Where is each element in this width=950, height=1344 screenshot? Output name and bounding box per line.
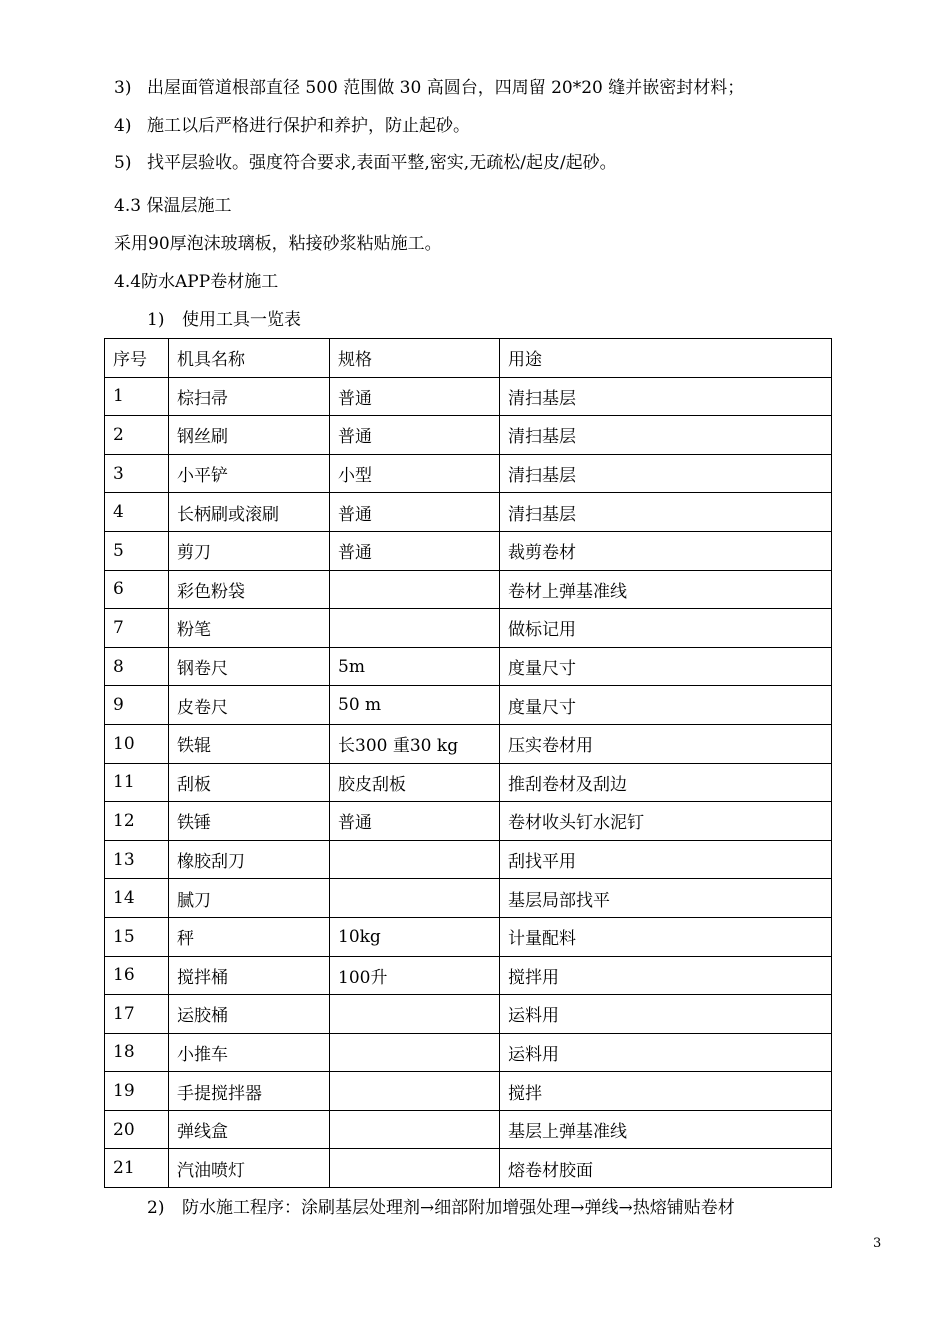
list-item-text: 防水施工程序：涂刷基层处理剂→细部附加增强处理→弹线→热熔铺贴卷材 [182, 1198, 735, 1218]
table-row [105, 879, 832, 918]
cell-tool-name: 腻刀 [169, 879, 330, 918]
table-row [105, 1033, 832, 1072]
cell-tool-name: 粉笔 [169, 609, 330, 648]
cell-spec [330, 1072, 500, 1111]
cell-tool-name: 铁锤 [169, 802, 330, 841]
cell-spec: 普通 [330, 493, 500, 532]
cell-index: 10 [105, 724, 169, 763]
cell-spec: 胶皮刮板 [330, 763, 500, 802]
cell-usage: 做标记用 [500, 609, 832, 648]
cell-index: 14 [105, 879, 169, 918]
cell-spec [330, 879, 500, 918]
list-item-number: 1) [147, 310, 165, 330]
cell-spec: 50 m [330, 686, 500, 725]
table-row [105, 724, 832, 763]
table-row [105, 609, 832, 648]
table-row [105, 531, 832, 570]
cell-tool-name: 搅拌桶 [169, 956, 330, 995]
list-item-text: 找平层验收。强度符合要求,表面平整,密实,无疏松/起皮/起砂。 [147, 153, 617, 173]
cell-tool-name: 汽油喷灯 [169, 1149, 330, 1188]
cell-index: 21 [105, 1149, 169, 1188]
cell-index: 17 [105, 995, 169, 1034]
cell-usage: 度量尺寸 [500, 686, 832, 725]
cell-usage: 基层局部找平 [500, 879, 832, 918]
table-row [105, 956, 832, 995]
header-cell-index: 序号 [105, 339, 169, 378]
cell-usage: 卷材上弹基准线 [500, 570, 832, 609]
table-row [105, 454, 832, 493]
cell-index: 19 [105, 1072, 169, 1111]
cell-tool-name: 棕扫帚 [169, 377, 330, 416]
cell-tool-name: 长柄刷或滚刷 [169, 493, 330, 532]
table-row [105, 995, 832, 1034]
table-row [105, 377, 832, 416]
cell-index: 3 [105, 454, 169, 493]
cell-index: 12 [105, 802, 169, 841]
cell-spec [330, 570, 500, 609]
cell-index: 11 [105, 763, 169, 802]
cell-usage: 清扫基层 [500, 493, 832, 532]
table-row [105, 763, 832, 802]
table-row [105, 686, 832, 725]
cell-tool-name: 小平铲 [169, 454, 330, 493]
cell-usage: 运料用 [500, 1033, 832, 1072]
section-body-text: 采用90厚泡沫玻璃板，粘接砂浆粘贴施工。 [114, 234, 442, 254]
cell-tool-name: 钢丝刷 [169, 416, 330, 455]
list-item-number: 2) [147, 1198, 165, 1218]
cell-tool-name: 彩色粉袋 [169, 570, 330, 609]
cell-index: 2 [105, 416, 169, 455]
cell-index: 16 [105, 956, 169, 995]
tools-table [104, 338, 832, 1188]
cell-usage: 运料用 [500, 995, 832, 1034]
cell-usage: 裁剪卷材 [500, 531, 832, 570]
section-heading-text: 4.4防水APP卷材施工 [114, 272, 279, 292]
table-row [105, 802, 832, 841]
cell-index: 6 [105, 570, 169, 609]
section-heading-text: 4.3 保温层施工 [114, 196, 232, 216]
cell-spec: 100升 [330, 956, 500, 995]
table-row [105, 1110, 832, 1149]
list-item-number: 3) [114, 78, 132, 98]
cell-spec [330, 1033, 500, 1072]
table-row [105, 840, 832, 879]
cell-usage: 推刮卷材及刮边 [500, 763, 832, 802]
cell-usage: 熔卷材胶面 [500, 1149, 832, 1188]
cell-usage: 搅拌 [500, 1072, 832, 1111]
cell-spec [330, 609, 500, 648]
cell-index: 20 [105, 1110, 169, 1149]
cell-usage: 清扫基层 [500, 454, 832, 493]
cell-tool-name: 手提搅拌器 [169, 1072, 330, 1111]
cell-tool-name: 皮卷尺 [169, 686, 330, 725]
list-item-number: 5) [114, 153, 132, 173]
list-item-text: 使用工具一览表 [182, 310, 301, 330]
cell-tool-name: 小推车 [169, 1033, 330, 1072]
cell-tool-name: 运胶桶 [169, 995, 330, 1034]
cell-tool-name: 钢卷尺 [169, 647, 330, 686]
cell-usage: 刮找平用 [500, 840, 832, 879]
table-header-row [105, 339, 832, 378]
table-row [105, 1149, 832, 1188]
cell-spec: 小型 [330, 454, 500, 493]
cell-index: 18 [105, 1033, 169, 1072]
header-cell-tool-name: 机具名称 [169, 339, 330, 378]
cell-tool-name: 橡胶刮刀 [169, 840, 330, 879]
cell-usage: 基层上弹基准线 [500, 1110, 832, 1149]
cell-index: 7 [105, 609, 169, 648]
cell-usage: 清扫基层 [500, 416, 832, 455]
cell-spec [330, 1149, 500, 1188]
cell-usage: 卷材收头钉水泥钉 [500, 802, 832, 841]
table-row [105, 1072, 832, 1111]
cell-index: 5 [105, 531, 169, 570]
page-number: 3 [873, 1236, 882, 1251]
cell-tool-name: 铁辊 [169, 724, 330, 763]
cell-spec: 10kg [330, 917, 500, 956]
list-item-number: 4) [114, 116, 132, 136]
cell-usage: 清扫基层 [500, 377, 832, 416]
cell-index: 9 [105, 686, 169, 725]
cell-spec [330, 1110, 500, 1149]
cell-spec: 普通 [330, 531, 500, 570]
table-row [105, 416, 832, 455]
cell-usage: 搅拌用 [500, 956, 832, 995]
cell-index: 13 [105, 840, 169, 879]
cell-tool-name: 秤 [169, 917, 330, 956]
table-row [105, 570, 832, 609]
cell-spec: 普通 [330, 802, 500, 841]
cell-tool-name: 剪刀 [169, 531, 330, 570]
list-item-text: 出屋面管道根部直径 500 范围做 30 高圆台，四周留 20*20 缝并嵌密封材料； [147, 78, 745, 98]
cell-index: 1 [105, 377, 169, 416]
cell-spec: 5m [330, 647, 500, 686]
tools-table-body [105, 377, 832, 1187]
cell-tool-name: 刮板 [169, 763, 330, 802]
cell-index: 4 [105, 493, 169, 532]
list-item-text: 施工以后严格进行保护和养护，防止起砂。 [147, 116, 470, 136]
cell-spec [330, 995, 500, 1034]
cell-spec: 普通 [330, 416, 500, 455]
table-row [105, 647, 832, 686]
header-cell-usage: 用途 [500, 339, 832, 378]
cell-usage: 计量配料 [500, 917, 832, 956]
table-row [105, 493, 832, 532]
cell-usage: 压实卷材用 [500, 724, 832, 763]
cell-usage: 度量尺寸 [500, 647, 832, 686]
cell-spec: 普通 [330, 377, 500, 416]
cell-index: 15 [105, 917, 169, 956]
table-row [105, 917, 832, 956]
header-cell-spec: 规格 [330, 339, 500, 378]
cell-index: 8 [105, 647, 169, 686]
cell-spec: 长300 重30 kg [330, 724, 500, 763]
cell-tool-name: 弹线盒 [169, 1110, 330, 1149]
cell-spec [330, 840, 500, 879]
